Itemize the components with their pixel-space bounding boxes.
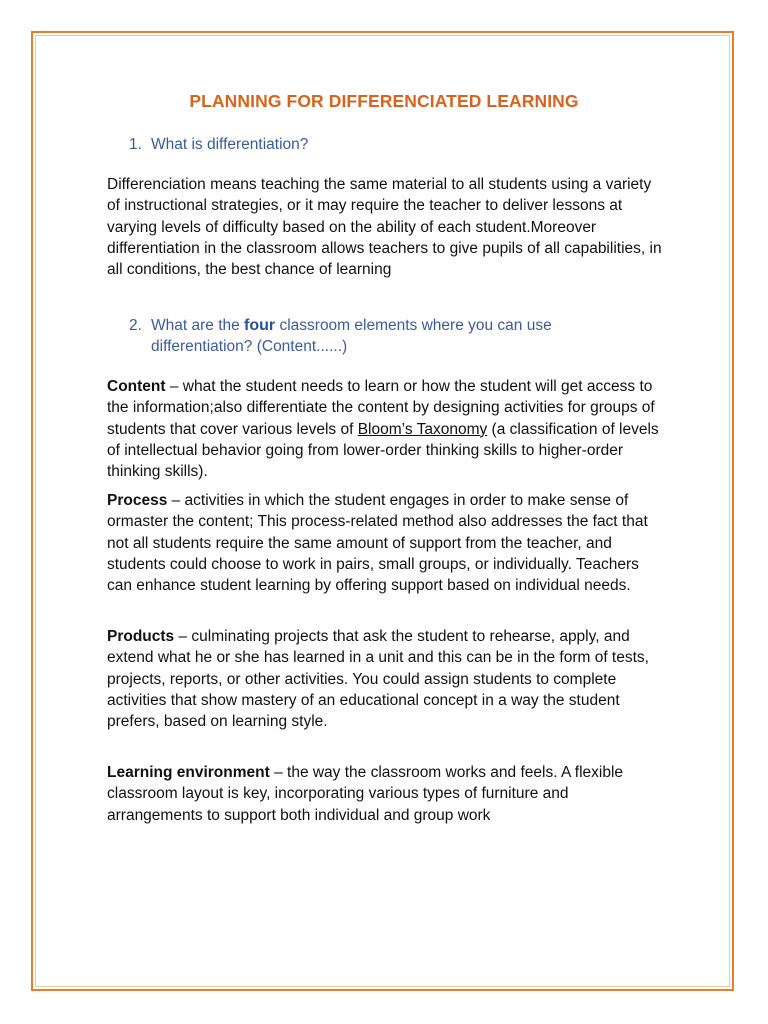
products-text: – culminating projects that ask the student to rehearse, apply, and extend what he or she has learned in a unit and this can be in the form of tests, projects, reports, or other activities. You could assign students to complete activities that show mastery of an educational concept in a way the student prefers, based on learning style. xyxy=(107,628,649,731)
question-1 xyxy=(129,134,629,155)
question-2-text-before: What are the xyxy=(151,317,245,334)
content-text-b: (a classification of levels of intellectual behavior going from lower-order thinking skills to higher-order thinking skills). xyxy=(107,420,659,481)
content-paragraph xyxy=(107,376,667,482)
question-1-text: What is differentiation? xyxy=(151,136,309,153)
learning-environment-paragraph xyxy=(107,762,667,826)
intro-paragraph: Differenciation means teaching the same material to all students using a variety of instructional strategies, or it may require the teacher to deliver lessons at varying levels of difficulty based on the ability of each student.Moreover differentiation in the classroom allows teachers to give pupils of all capabilities, in all conditions, the best chance of learning xyxy=(107,176,662,279)
process-text: – activities in which the student engages in order to make sense of ormaster the content; This process-related method also addresses the fact that not all students require the same amount of support from the teacher, and students could choose to work in pairs, small groups, or individually. Teachers can enhance student learning by offering support based on individual needs. xyxy=(107,492,648,595)
products-term: Products xyxy=(107,628,175,645)
products-paragraph xyxy=(107,626,667,732)
question-2-emphasis: four xyxy=(244,317,276,334)
question-1-number: 1. xyxy=(129,136,142,153)
document-title: PLANNING FOR DIFFERENCIATED LEARNING xyxy=(189,91,579,111)
content-term: Content xyxy=(107,378,166,395)
question-2 xyxy=(129,315,629,357)
content-text-a: – what the student needs to learn or how the student will get access to the information;also differentiate the content by designing activities for groups of students that cover various levels of xyxy=(107,378,655,438)
process-term: Process xyxy=(107,492,168,509)
blooms-taxonomy-link[interactable]: Bloom’s Taxonomy xyxy=(357,420,488,438)
process-paragraph xyxy=(107,490,667,596)
question-2-text xyxy=(129,315,629,357)
learning-environment-term: Learning environment xyxy=(107,764,270,781)
question-2-number: 2. xyxy=(129,317,142,334)
question-2-text-after: classroom elements where you can use differentiation? (Content......) xyxy=(151,317,552,355)
learning-environment-text: – the way the classroom works and feels. A flexible classroom layout is key, incorporating various types of furniture and arrangements to support both individual and group work xyxy=(107,764,624,824)
